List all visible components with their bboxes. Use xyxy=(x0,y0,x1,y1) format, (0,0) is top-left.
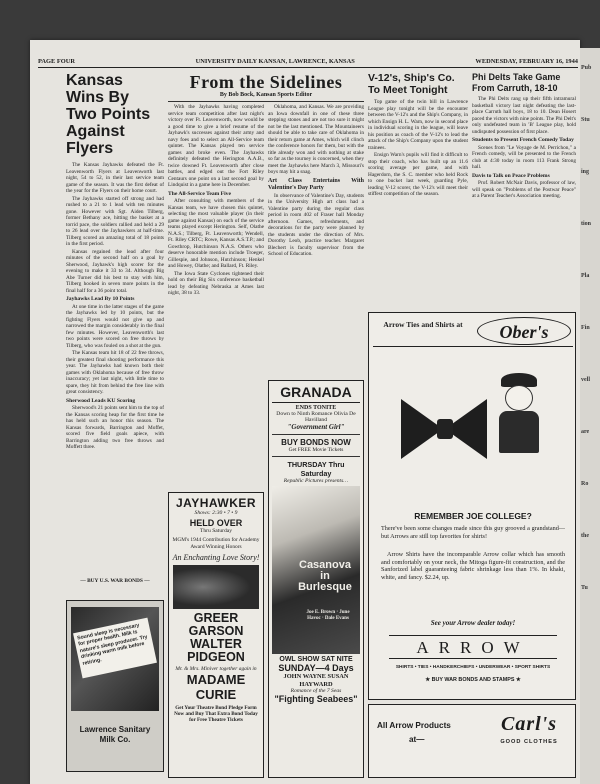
paragraph: The Phi Delts rang up their fifth intramural basketball victory last night defeating the last-place Carruth hall boys, 18 to 10. Dean Hosert paced the victors with nine points. The Phi Delt's only undefeated team in 'B' League play, hold undisputed possession of first place. xyxy=(472,96,576,135)
strip-fragment: Pla xyxy=(581,273,590,279)
paragraph: Kansas regained the lead after four minutes of the second half on a goal by Sherwood, Jayhawk's high scorer for the evening to make it 33 to 34. Although Big Abe Turner did his best to stay with him, Tilberg hooked in seven more points in the final half for a 36 point total. xyxy=(66,248,164,294)
arrow-ad-header xyxy=(373,317,573,347)
free-tickets: Get FREE Movie Tickets xyxy=(288,447,344,453)
adjacent-page-strip xyxy=(580,48,600,784)
milk-ad-slogan-card: Sound sleep is necessary for proper health. Milk is nature's sleep producer. Try drinking warm milk before retiring. xyxy=(73,618,157,679)
ends-tonite: ENDS TONITE xyxy=(295,405,337,411)
film-casanova-burlesque: Casanova in Burlesque xyxy=(298,559,352,593)
paragraph: Ensign Warn's pupils will find it difficult to stop their coach, who has built up an 11.6 scoring average per game, and with Hagerdorn, the S. C. member who held Rock to one bucket last week, guarding Pyle, leading V-12 scorer, the V-12's will meet their stiffest competition of the season. xyxy=(368,152,468,197)
paragraph: Scenes from "Le Voyage de M. Perrichon," a French comedy, will be presented to the French club at 4:30 today in room 113 Frank Strong hall. xyxy=(472,144,576,170)
paragraph: Prof. Robert McNair Davis, professor of law, will speak on "Problems of the Postwar Peace" at a Parent Teacher's Association meeting. xyxy=(472,180,576,199)
arrow-war-bonds: ★ BUY WAR BONDS AND STAMPS ★ xyxy=(425,677,521,683)
masthead xyxy=(38,54,578,68)
arrow-logo: ARROW xyxy=(389,635,557,659)
film-fighting-seabees: "Fighting Seabees" xyxy=(274,694,358,704)
all-arrow-products-at: at— xyxy=(409,735,425,744)
subheading: Students to Present French Comedy Today xyxy=(472,137,574,143)
remember-joe-college: REMEMBER JOE COLLEGE? xyxy=(414,511,532,521)
article-phi-delts xyxy=(472,96,576,308)
theatre-name: JAYHAWKER xyxy=(175,496,257,510)
headline-phi-delts: Phi Delts Take Game From Carruth, 18-10 xyxy=(472,72,561,93)
headline-kansas-wins: Kansas Wins By Two Points Against Flyers xyxy=(66,72,151,157)
current-cast: Down to Ninth Romance Olivia De Havilland xyxy=(276,411,356,423)
strip-fragment: Stu xyxy=(581,117,590,123)
paragraph: At one time in the latter stages of the game the Jayhawks led by 10 points, but the fighting Flyers would not give up and narrowed the margin considerably in the final few minutes. However, Leavenworth's last two points were scored on free throws by Tilberg, who was fouled on a shot at the gun. xyxy=(66,303,164,349)
column-v12 xyxy=(368,72,468,308)
together-line: Mr. & Mrs. Miniver together again in xyxy=(175,666,257,672)
paragraph: In observance of Valentine's Day, students in the University High art class had a Valentine party during the regular class period in room 402 of Fraser hall Monday afternoon. Games, refreshments, and decorations for the party were planned by the students under the direction of Mrs. Dorothy Leob, practice teacher. Margaret Blechert is faculty supervisor from the School of Education. xyxy=(268,192,364,257)
strip-fragment: Tu xyxy=(581,585,588,591)
strip-fragment: tion xyxy=(581,221,592,227)
seabees-tagline: Romance of the 7 Seas xyxy=(290,688,342,694)
strip-fragment: are xyxy=(581,429,590,435)
obers-logo: Ober's xyxy=(477,317,571,345)
coming-dates: THURSDAY Thru Saturday xyxy=(287,460,345,478)
film-madame-curie: MADAME CURIE xyxy=(186,672,246,702)
paragraph: The Kansas Jayhawks defeated the Ft. Leavenworth Flyers at Leavenworth last night, 54 to 52, in their last service team game of the season. It was the first defeat of the year for the Flyers on their home court. xyxy=(66,162,164,194)
divider xyxy=(168,101,364,102)
bond-pledge-footer: Get Your Theatre Bond Pledge Form Now and Buy That Extra Bond Today for Free Theatre Tickets xyxy=(174,705,258,724)
star-greer-garson: GREER GARSON xyxy=(188,611,244,638)
granada-theatre-ad xyxy=(268,380,364,778)
subheading: The All-Service Team Five xyxy=(168,190,231,197)
strip-fragment: Fin xyxy=(581,325,590,331)
divider xyxy=(272,456,360,457)
sunday-run: SUNDAY—4 Days xyxy=(278,663,354,673)
column-sidelines-continued xyxy=(268,104,364,362)
stars-photo xyxy=(173,565,259,609)
held-over: HELD OVER xyxy=(189,518,243,528)
milk-company-name: Lawrence Sanitary Milk Co. xyxy=(79,725,151,744)
award-line: MGM's 1944 Contribution for Academy Award Winning Honors xyxy=(172,537,260,550)
subheading: Jayhawks Lead By 10 Points xyxy=(66,296,135,302)
arrow-ad-body-2: Arrow Shirts have the incomparable Arrow collar which has smooth and comfortably on your neck, the Mitoga figure-fit construction, and the Sanforized label guaranteeing fabric shrinkage less than 1%. In khaki, white, and fancy. $2.24, up. xyxy=(381,551,565,581)
casanova-poster xyxy=(272,486,360,654)
carls-logo: Carl's xyxy=(500,713,558,735)
arrow-ad-body-1: There've been some changes made since this guy grooved a grandstand—but Arrows are still top favorites for shirts! xyxy=(381,525,565,540)
strip-fragment: ing xyxy=(581,169,590,175)
subheading: Art Class Entertains With Valentine's Day Party xyxy=(268,177,364,191)
joe-college-illustration xyxy=(393,359,553,499)
headline-v12: V-12's, Ship's Co. To Meet Tonight xyxy=(368,72,455,96)
column-phi-delts xyxy=(472,72,576,308)
sidelines-text-left xyxy=(168,104,264,486)
jayhawker-theatre-ad xyxy=(168,492,264,778)
sailor-cartoon xyxy=(497,373,541,453)
arrow-products: SHIRTS • TIES • HANDKERCHIEFS • UNDERWEAR • SPORT SHIRTS xyxy=(395,665,551,670)
sailor-body xyxy=(499,411,539,453)
buy-bonds: BUY BONDS NOW xyxy=(281,438,351,447)
column-kansas-wins xyxy=(66,72,164,778)
subheading: Sherwood Leads KU Scoring xyxy=(66,397,136,404)
headline-sidelines: From the Sidelines xyxy=(189,72,343,92)
issue-date: WEDNESDAY, FEBRUARY 16, 1944 xyxy=(475,58,578,65)
see-arrow-dealer: See your Arrow dealer today! xyxy=(430,619,516,627)
run-dates: Thru Saturday xyxy=(199,528,233,534)
strip-fragment: Ro xyxy=(581,481,589,487)
subheading: Davis to Talk on Peace Problems xyxy=(472,172,550,179)
casanova-stars: Joe E. Brown · June Havoc · Dale Evans xyxy=(306,610,350,621)
paragraph: After consulting with members of the Kansas team, we have chosen this quintet, selecting the most valuable player (in their game against Kansas) on each of the service teams played except Herington. Self, Olathe N.A.S.; Tilberg, Ft. Leavenworth; Wendell, Ft. Riley CRTC; Rowe, Kansas A.S.T.P.; and Gowthrop, Hutchinson N.A.S. Others who deserve honorable mention include Troeger, Gillespie, and Johnson, Hutchinson; Henkel and Howey, Olathe; and Ballard, Ft. Riley. xyxy=(168,198,264,269)
strip-fragment: Pub xyxy=(581,65,592,71)
paragraph: The Jayhawks started off strong and had rushed to a 21 to 1 lead with ten minutes gone. However with Sgt. Aiden Tilberg, former Bethany ace, hitting the basket at a torrid pace, the soldiers rallied and held a 29 to 26 lead over the Jayhawkers at half-time. Tilberg scored an amazing total of 18 points in the first period. xyxy=(66,195,164,247)
all-arrow-products: All Arrow Products xyxy=(377,721,451,730)
milk-ad xyxy=(66,600,164,772)
bow-tie-knot xyxy=(437,419,453,439)
carls-ad xyxy=(368,704,576,778)
good-clothes: GOOD CLOTHES xyxy=(500,739,558,745)
page-number: PAGE FOUR xyxy=(38,58,75,65)
divider xyxy=(272,434,360,435)
article-v12 xyxy=(368,99,468,299)
love-story-tagline: An Enchanting Love Story! xyxy=(172,553,260,562)
war-bonds-tagline: — BUY U.S. WAR BONDS — xyxy=(80,578,150,584)
newspaper-name: UNIVERSITY DAILY KANSAN, LAWRENCE, KANSAS xyxy=(195,58,355,65)
sailor-face xyxy=(505,385,533,411)
strip-fragment: vell xyxy=(581,377,590,383)
paragraph: Oklahoma, and Kansas. We are providing an Iowa downfall in one of these three stepping stones and are not too sure it might not be the last mentioned. The Mountaineers should be able to take care of Oklahoma in their return game at Ames, which will clinch the conference honors for them, but with the title already won and with nothing at stake so far as the tourney is concerned, when they meet the Jayhawks here March 3, Missouri's boys may hit a snag. xyxy=(268,104,364,175)
seabees-cast: JOHN WAYNE SUSAN HAYWARD xyxy=(283,673,349,688)
article-kansas-wins xyxy=(66,162,164,572)
film-government-girl: "Government Girl" xyxy=(287,423,345,431)
studio-line: Republic Pictures presents… xyxy=(283,478,349,484)
showtimes: Shows: 2:30 • 7 • 9 xyxy=(194,510,238,516)
arrow-ties-shirts-at: Arrow Ties and Shirts at xyxy=(383,320,463,329)
paragraph: Sherwood's 21 points sent him to the top of the Kansas scoring heap for the first time he has held such an honor this season. The Kansas forwards, Barrington and Moffet, scored five field goals apiece, with Barrington adding two free throws and Moffett three. xyxy=(66,405,164,450)
arrow-shirts-ad xyxy=(368,312,576,700)
byline: By Bob Bock, Kansan Sports Editor xyxy=(219,92,313,98)
strip-fragment: the xyxy=(581,533,589,539)
star-walter-pidgeon: WALTER PIDGEON xyxy=(187,637,245,664)
paragraph: Top game of the twin bill in Lawrence League play tonight will be the encounter between the V-12's and the Ship's Company, in which Ensign H. L. Warn, now in second place in individual scoring in the league, will leave his position as coach of the V-12's to lead the attack of the Ship's Company upon the student trainees. xyxy=(368,99,468,151)
paragraph: The Kansas team hit 18 of 22 free throws, their greatest final shooting performance this year. The Jayhawks had known both their games with Oklahoma because of free throw inaccuracy; yet last night, with little time to spare, they hit from behind the free line with great consistency. xyxy=(66,350,164,395)
theatre-name: GRANADA xyxy=(272,384,360,403)
paragraph: With the Jayhawks having completed service team competition after last night's victory over Ft. Leavenworth, now would be a good time to give a brief resume of the Jayhawk's successes against their army and navy foes and to select an All-Service team quintet. The Kansas played ten service games and broke even. The Jayhawks definitely defeated the Herington A.A.B., twice downed Ft. Leavenworth after close battles, and edged out the Fort Riley Centaurs one point on a last second goal by Lindquist in a game here in December. xyxy=(168,104,264,188)
paragraph: The Iowa State Cyclones tightened their hold on their Big Six conference basketball lead by defeating Nebraska at Ames last night, 38 to 33. xyxy=(168,270,264,296)
owl-show: OWL SHOW SAT NITE xyxy=(279,656,353,663)
milk-ad-photo xyxy=(71,607,159,711)
